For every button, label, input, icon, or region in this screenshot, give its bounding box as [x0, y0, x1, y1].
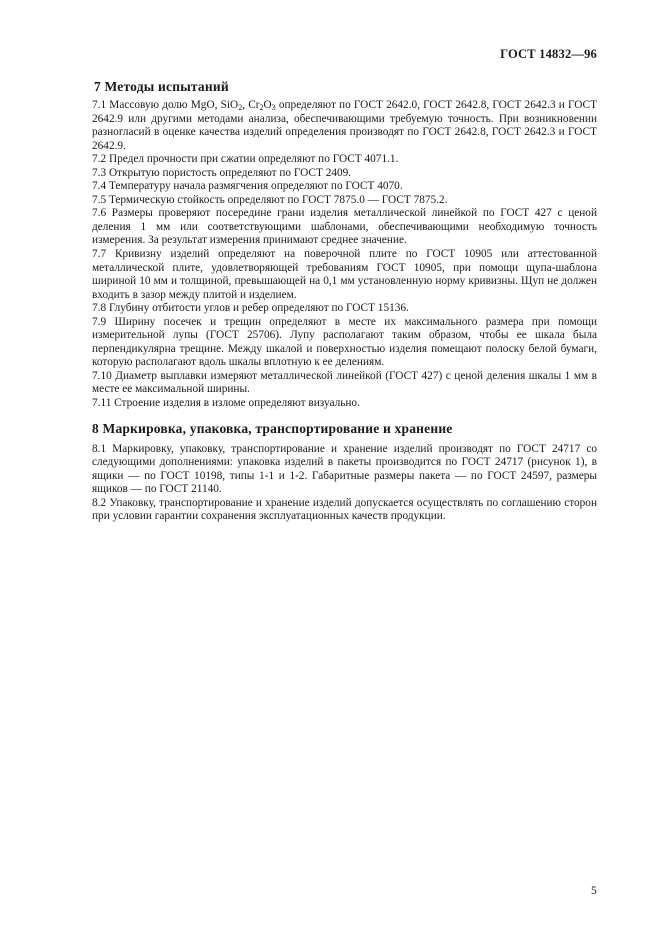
paragraph-8-2: 8.2 Упаковку, транспортирование и хранение изделий допускается осуществлять по соглашению сторон при условии гарантии сохранения эксплуатационных качеств продукции.	[92, 496, 597, 523]
paragraph-8-1: 8.1 Маркировку, упаковку, транспортирование и хранение изделий производят по ГОСТ 24717 со следующими дополнениями: упаковка изделий в пакеты производится по ГОСТ 24717 (рисунок 1), в ящики — по ГОСТ 10198, типы 1-1 и 1-2. Габаритные размеры пакета — по ГОСТ 24597, размеры ящиков — по ГОСТ 21140.	[92, 442, 597, 496]
paragraph-7-1: 7.1 Массовую долю MgO, SiO$_2$, $Cr_2O_3$ определяют по ГОСТ 2642.0, ГОСТ 2642.8, ГОСТ 2642.3 и ГОСТ 2642.9 или другими методами анализа, обеспечивающими требуемую точность. При возникновении разногласий в оценке качества изделий определения производят по ГОСТ 2642.8, ГОСТ 2642.3 и ГОСТ 2642.9.	[92, 99, 597, 152]
paragraph-7-11: 7.11 Строение изделия в изломе определяют визуально.	[92, 397, 360, 410]
page-number: 5	[591, 885, 597, 897]
paragraph-7-7: 7.7 Кривизну изделий определяют на поверочной плите по ГОСТ 10905 или аттестованной металлической плите, удовлетворяющей требованиям ГОСТ 10905, при помощи щупа-шаблона шириной 10 мм и толщиной, превышающей на 0,1 мм установленную норму кривизны. Щуп не должен входить в зазор между плитой и изделием.	[92, 248, 597, 301]
section-8-body	[92, 443, 597, 524]
page-content	[92, 78, 597, 524]
section-7-title: 7 Методы испытаний	[94, 79, 229, 94]
section-8-title: 8 Маркировка, упаковка, транспортирование и хранение	[92, 420, 453, 436]
paragraph-7-8: 7.8 Глубину отбитости углов и ребер определяют по ГОСТ 15136.	[92, 302, 409, 315]
paragraph-7-4: 7.4 Температуру начала размягчения определяют по ГОСТ 4070.	[92, 180, 403, 193]
paragraph-7-2: 7.2 Предел прочности при сжатии определяют по ГОСТ 4071.1.	[92, 153, 399, 166]
paragraph-7-5: 7.5 Термическую стойкость определяют по ГОСТ 7875.0 — ГОСТ 7875.2.	[92, 193, 448, 206]
section-7-body	[92, 99, 597, 411]
paragraph-7-6: 7.6 Размеры проверяют посередине грани изделия металлической линейкой по ГОСТ 427 с ценой деления 1 мм или соответствующими шаблонами, обеспечивающими необходимую точность измерения. За результат измерения принимают среднее значение.	[92, 207, 597, 247]
paragraph-7-10: 7.10 Диаметр выплавки измеряют металлической линейкой (ГОСТ 427) с ценой деления шкалы 1 мм в месте ее максимальной ширины.	[92, 369, 597, 396]
paragraph-7-9: 7.9 Ширину посечек и трещин определяют в месте их максимального размера при помощи измерительной лупы (ГОСТ 25706). Лупу располагают таким образом, чтобы ее шкала была перпендикулярна трещине. Между шкалой и поверхностью изделия помещают полоску белой бумаги, которую располагают вдоль шкалы вплотную к ее делениям.	[92, 315, 597, 369]
standard-code-header: ГОСТ 14832—96	[500, 47, 597, 61]
paragraph-7-3: 7.3 Открытую пористость определяют по ГОСТ 2409.	[92, 166, 352, 179]
